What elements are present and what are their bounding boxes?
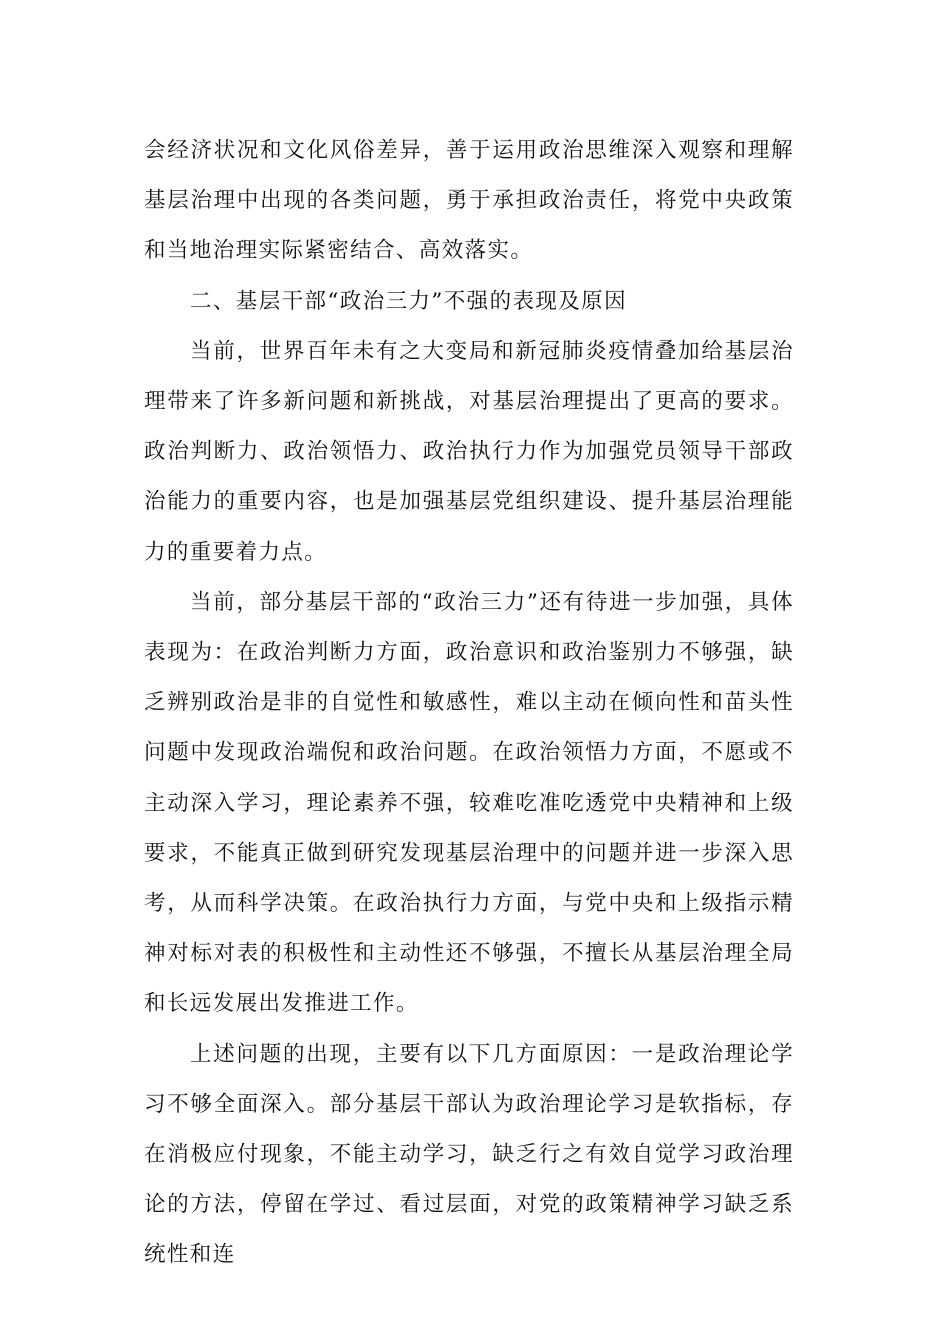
paragraph-context: 当前，世界百年未有之大变局和新冠肺炎疫情叠加给基层治理带来了许多新问题和新挑战，对基层治理提出了更高的要求。政治判断力、政治领悟力、政治执行力作为加强党员领导干部政治能力的重要内容，也是加强基层党组织建设、提升基层治理能力的重要着力点。 [144, 338, 794, 565]
paragraph-manifestations: 当前，部分基层干部的“政治三力”还有待进一步加强，具体表现为：在政治判断力方面，政治意识和政治鉴别力不够强，缺乏辨别政治是非的自觉性和敏感性，难以主动在倾向性和苗头性问题中发现政治端倪和政治问题。在政治领悟力方面，不愿或不主动深入学习，理论素养不强，较难吃准吃透党中央精神和上级要求，不能真正做到研究发现基层治理中的问题并进一步深入思考，从而科学决策。在政治执行力方面，与党中央和上级指示精神对标对表的积极性和主动性还不够强，不擅长从基层治理全局和长远发展出发推进工作。 [144, 589, 794, 1017]
paragraph-causes: 上述问题的出现，主要有以下几方面原因：一是政治理论学习不够全面深入。部分基层干部认为政治理论学习是软指标，存在消极应付现象，不能主动学习，缺乏行之有效自觉学习政治理论的方法，停留在学过、看过层面，对党的政策精神学习缺乏系统性和连 [144, 1041, 794, 1268]
paragraph-continuation: 会经济状况和文化风俗差异，善于运用政治思维深入观察和理解基层治理中出现的各类问题，勇于承担政治责任，将党中央政策和当地治理实际紧密结合、高效落实。 [144, 138, 794, 264]
document-body [144, 126, 794, 1281]
section-heading: 二、基层干部“政治三力”不强的表现及原因 [190, 288, 627, 314]
